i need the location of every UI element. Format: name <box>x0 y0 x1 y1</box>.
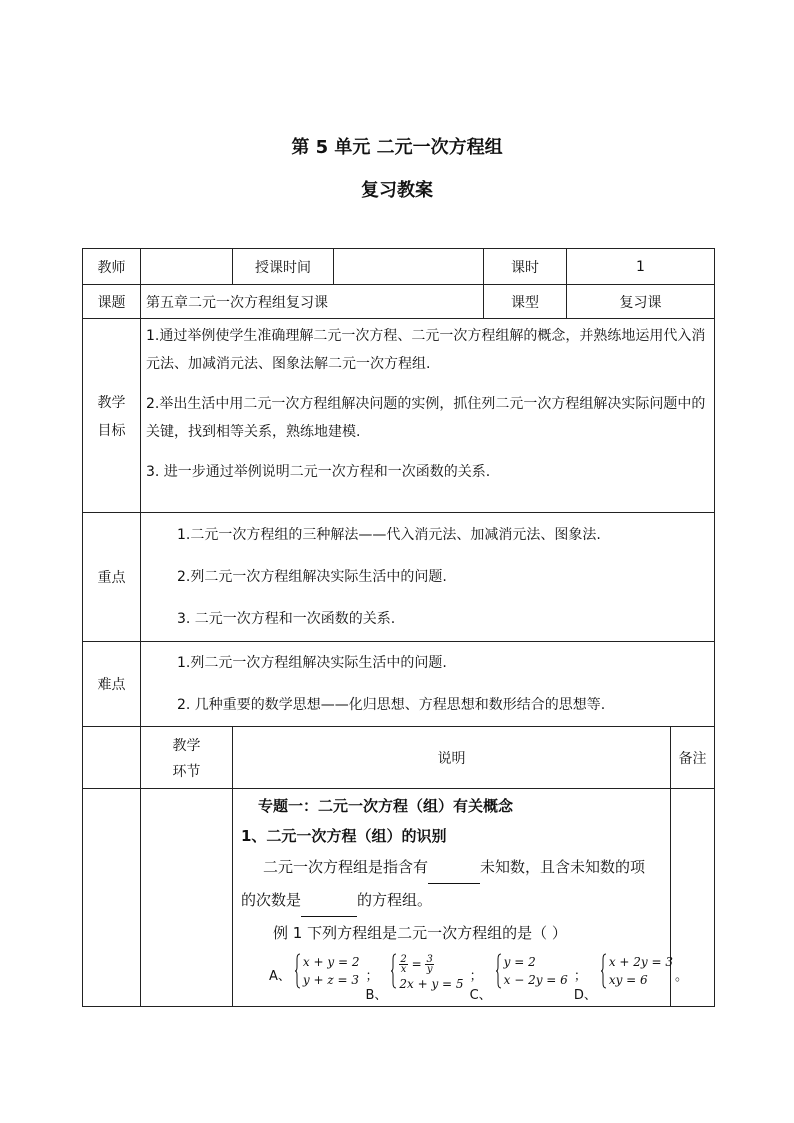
stage-header <box>141 727 233 789</box>
equation: 2x + y = 5 <box>399 977 464 991</box>
equation: x + 2y = 3 <box>608 955 673 969</box>
difficulty-item: 1.列二元一次方程组解决实际生活中的问题. <box>177 655 447 671</box>
equation <box>399 953 463 975</box>
goal-item: 2.举出生活中用二元一次方程组解决问题的实例，抓住列二元一次方程组解决实际问题中的关键，找到相等关系，熟练地建模. <box>146 396 706 440</box>
stage-header-line1: 教学 <box>172 737 201 754</box>
option-a-label: A、 <box>269 969 291 984</box>
goal-item: 1.通过举例使学生准确理解二元一次方程、二元一次方程组解的概念，并熟练地运用代入消元法、加减消元法、图象法解二元一次方程组. <box>146 328 706 372</box>
option-b-label: ；B、 <box>365 969 388 1003</box>
goals-label <box>83 319 141 513</box>
paragraph-text: 未知数，且含未知数的项 <box>480 858 646 876</box>
section-heading: 1、二元一次方程（组）的识别 <box>241 827 447 845</box>
brace-icon <box>600 953 607 989</box>
option-a-system <box>294 953 360 989</box>
goals-content <box>141 319 715 513</box>
option-end: 。 <box>675 969 689 984</box>
key-points-content <box>141 513 715 642</box>
option-d-system <box>600 953 673 989</box>
paragraph-text: 的方程组。 <box>357 891 433 909</box>
header-row <box>83 249 715 285</box>
fraction <box>425 955 433 974</box>
equation: y + z = 3 <box>302 973 360 987</box>
goal-item: 3. 进一步通过举例说明二元一次方程和一次函数的关系. <box>146 464 491 480</box>
equals-sign: = <box>411 957 422 971</box>
teacher-value <box>141 249 233 285</box>
teacher-label: 教师 <box>83 249 141 285</box>
key-point-item: 2.列二元一次方程组解决实际生活中的问题. <box>177 569 447 585</box>
paragraph-text: 二元一次方程组是指含有 <box>263 858 429 876</box>
class-time-label: 授课时间 <box>233 249 334 285</box>
example-question: 例 1 下列方程组是二元一次方程组的是（ ） <box>273 924 567 942</box>
difficulty-item: 2. 几种重要的数学思想——化归思想、方程思想和数形结合的思想等. <box>177 697 606 713</box>
definition-paragraph <box>241 851 662 884</box>
goals-row <box>83 319 715 513</box>
empty-cell <box>83 727 141 789</box>
period-value: 1 <box>567 249 715 285</box>
equation: x − 2y = 6 <box>503 973 568 987</box>
option-b-system <box>390 953 463 993</box>
brace-icon <box>390 953 397 989</box>
description-content <box>233 789 689 1007</box>
topic-label: 课题 <box>83 285 141 319</box>
answer-options <box>241 953 689 1003</box>
empty-cell <box>83 789 141 1007</box>
goals-label-line1: 教学 <box>97 394 126 411</box>
difficulties-row <box>83 642 715 727</box>
numerator: 2 <box>400 954 407 965</box>
fraction <box>399 955 407 974</box>
denominator: x <box>400 964 407 975</box>
lesson-type-label: 课型 <box>484 285 567 319</box>
brace-icon <box>495 953 502 989</box>
topic-value: 第五章二元一次方程组复习课 <box>141 285 484 319</box>
key-points-row <box>83 513 715 642</box>
brace-icon <box>294 953 301 989</box>
key-points-label: 重点 <box>83 513 141 642</box>
key-point-item: 3. 二元一次方程和一次函数的关系. <box>177 611 396 627</box>
goals-label-line2: 目标 <box>97 422 126 439</box>
stage-header-line2: 环节 <box>172 763 201 780</box>
option-d-label: ；D、 <box>573 969 597 1003</box>
stage-cell <box>141 789 233 1007</box>
difficulties-label: 难点 <box>83 642 141 727</box>
lesson-type-value: 复习课 <box>567 285 715 319</box>
denominator: y <box>426 964 433 975</box>
definition-paragraph-cont <box>241 884 662 917</box>
difficulties-content <box>141 642 715 727</box>
remarks-header: 备注 <box>671 727 715 789</box>
document-subtitle: 复习教案 <box>361 180 433 201</box>
equation: x + y = 2 <box>302 955 360 969</box>
document-title: 第 5 单元 二元一次方程组 <box>291 137 503 158</box>
period-label: 课时 <box>484 249 567 285</box>
numerator: 3 <box>426 954 433 965</box>
option-c-label: ；C、 <box>469 969 492 1003</box>
fill-blank[interactable] <box>428 851 480 884</box>
content-row <box>83 789 715 1007</box>
key-point-item: 1.二元一次方程组的三种解法——代入消元法、加减消元法、图象法. <box>177 527 601 543</box>
topic-row <box>83 285 715 319</box>
equation: xy = 6 <box>608 973 648 987</box>
lesson-plan-table <box>82 248 715 1007</box>
fill-blank[interactable] <box>301 884 357 917</box>
topic-heading: 专题一：二元一次方程（组）有关概念 <box>258 797 514 815</box>
description-header: 说明 <box>233 727 671 789</box>
class-time-value <box>334 249 484 285</box>
equation: y = 2 <box>503 955 536 969</box>
option-c-system <box>495 953 568 989</box>
column-header-row <box>83 727 715 789</box>
paragraph-text: 的次数是 <box>241 891 302 909</box>
